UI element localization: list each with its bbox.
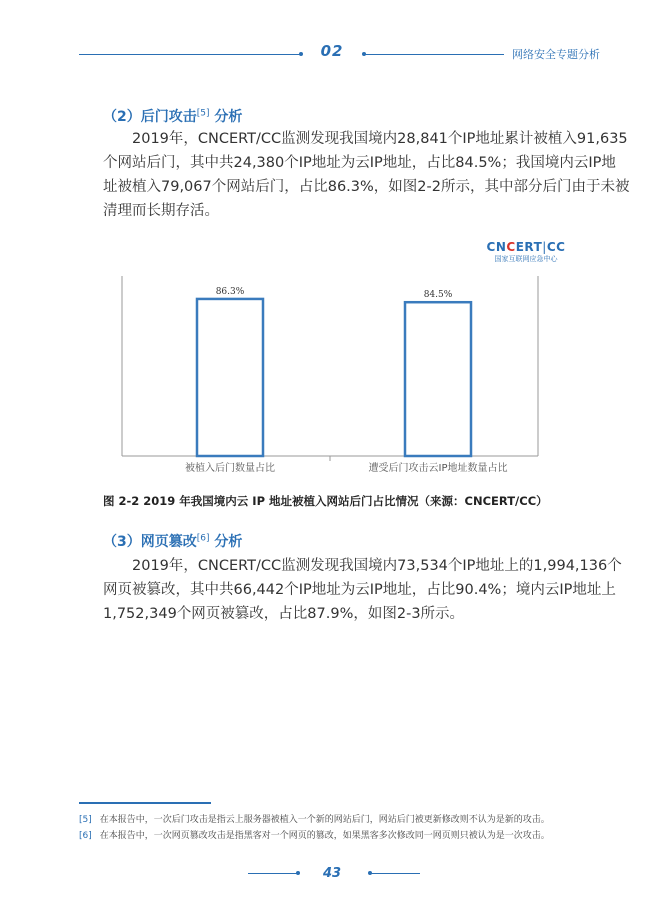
logo-wordmark: CNCERT|CC [486, 240, 566, 254]
section-heading-defacement [103, 531, 242, 551]
header-dot-left [299, 52, 303, 56]
data-label-2: 84.5% [423, 290, 453, 301]
heading-suffix: 分析 [209, 109, 243, 125]
footer-dot-left [296, 871, 300, 875]
logo-subtitle: 国家互联网应急中心 [494, 255, 558, 263]
bar-2 [405, 302, 471, 456]
paragraph-line: 清理而长期存活。 [103, 203, 219, 219]
header-rule-left [79, 54, 301, 55]
footnote-text: 在本报告中，一次后门攻击是指云上服务器被植入一个新的网站后门，网站后门被更新修改则不认为是新的攻击。 [99, 815, 550, 825]
heading-text: （3）网页篡改 [103, 534, 197, 550]
figure-caption: 图 2-2 2019 年我国境内云 IP 地址被植入网站后门占比情况（来源：CNCERT/CC） [103, 494, 548, 508]
category-label-2: 遭受后门攻击云IP地址数量占比 [368, 463, 508, 474]
footer-rule-right [370, 873, 420, 874]
section-heading-backdoor [103, 106, 242, 126]
paragraph-line: 址被植入79,067个网站后门，占比86.3%，如图2-2所示，其中部分后门由于未被 [103, 179, 630, 195]
footnote-6 [79, 828, 550, 841]
footer-rule-left [248, 873, 298, 874]
paragraph-line: 2019年，CNCERT/CC监测发现我国境内28,841个IP地址累计被植入91,635 [132, 131, 628, 147]
data-label-1: 86.3% [215, 286, 245, 297]
backdoor-bar-chart [100, 266, 560, 481]
paragraph-line: 个网站后门，其中共24,380个IP地址为云IP地址，占比84.5%；我国境内云IP地 [103, 155, 616, 171]
header-rule-right [364, 54, 504, 55]
bar-1 [197, 299, 263, 456]
footnote-text: 在本报告中，一次网页篡改攻击是指黑客对一个网页的篡改，如果黑客多次修改同一网页则只被认为是一次攻击。 [99, 831, 550, 841]
footnote-ref: [6] [79, 831, 92, 841]
page-number: 43 [322, 866, 342, 881]
footnote-rule [79, 802, 211, 804]
footnote-5 [79, 812, 550, 825]
heading-suffix: 分析 [209, 534, 243, 550]
heading-text: （2）后门攻击 [103, 109, 197, 125]
footnote-ref-5[interactable]: [5] [196, 108, 210, 119]
defacement-paragraph [103, 554, 622, 626]
category-label-1: 被植入后门数量占比 [185, 463, 275, 474]
cncert-logo [480, 240, 572, 264]
header-title: 网络安全专题分析 [512, 48, 600, 61]
backdoor-paragraph [103, 127, 630, 223]
paragraph-line: 2019年，CNCERT/CC监测发现我国境内73,534个IP地址上的1,994,136个 [132, 558, 622, 574]
footnote-ref-6[interactable]: [6] [196, 533, 210, 544]
paragraph-line: 1,752,349个网页被篡改，占比87.9%，如图2-3所示。 [103, 606, 465, 622]
paragraph-line: 网页被篡改，其中共66,442个IP地址为云IP地址，占比90.4%；境内云IP地址上 [103, 582, 616, 598]
footnote-ref: [5] [79, 815, 92, 825]
chapter-number: 02 [320, 42, 344, 60]
